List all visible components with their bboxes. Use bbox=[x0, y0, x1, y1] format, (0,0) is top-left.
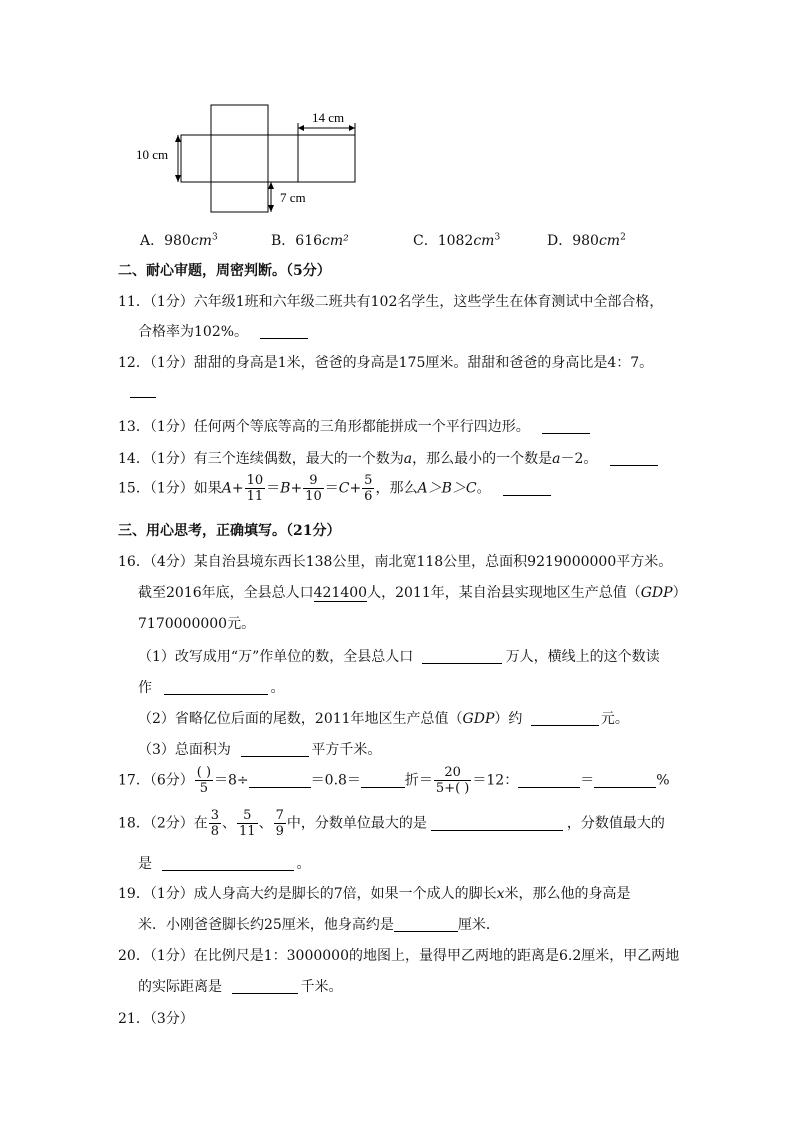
q19-line2: 米．小刚爸爸脚长约25厘米，他身高约是 厘米． bbox=[138, 917, 500, 933]
q15-answer-blank[interactable] bbox=[503, 481, 551, 496]
q17-blank-1[interactable] bbox=[249, 773, 311, 788]
section-3-title: 三、用心思考，正确填写。（21分） bbox=[118, 523, 341, 539]
option-c[interactable]: C．$1082cm^3$ bbox=[413, 232, 501, 249]
net-top-face bbox=[211, 105, 268, 135]
q12-line1: 12．（1分）甜甜的身高是1米，爸爸的身高是175厘米。甜甜和爸爸的身高比是4：7。 bbox=[118, 355, 654, 371]
q15-fraction-1: $\frac{10}{11}$ bbox=[246, 473, 264, 504]
q18-fraction-1: $\frac{3}{8}$ bbox=[210, 808, 220, 839]
q15-fraction-2: $\frac{9}{10}$ bbox=[305, 473, 322, 504]
option-b[interactable]: B．616cm² bbox=[271, 233, 349, 249]
q21-line: 21．（3分） bbox=[118, 1011, 194, 1027]
q16-sub2-line: （2）省略亿位后面的尾数，2011年地区生产总值（GDP）约 元。 bbox=[138, 711, 629, 727]
q12-answer-row bbox=[130, 383, 156, 399]
option-a[interactable]: A．$980cm^3$ bbox=[140, 232, 218, 249]
label-10cm: 10 cm bbox=[136, 147, 169, 162]
q18-fraction-3: $\frac{7}{9}$ bbox=[275, 808, 284, 839]
q13-answer-blank[interactable] bbox=[542, 419, 590, 434]
q16-line1: 16．（4分）某自治县境东西长138公里，南北宽118公里，总面积9219000000平方米。 bbox=[118, 554, 673, 570]
q16-sub1-line2: 作 。 bbox=[138, 680, 285, 696]
label-7cm: 7 cm bbox=[280, 190, 306, 205]
q11-answer-blank[interactable] bbox=[260, 324, 308, 339]
q20-line2: 的实际距离是 千米。 bbox=[138, 979, 343, 995]
q11-line2: 合格率为102%。 bbox=[138, 321, 308, 341]
q16-sub2-blank[interactable] bbox=[531, 711, 599, 726]
q12-answer-blank[interactable] bbox=[130, 383, 156, 398]
q18-fraction-2: $\frac{5}{11}$ bbox=[239, 808, 256, 839]
box-net-figure bbox=[130, 95, 390, 220]
net-left-face bbox=[181, 135, 211, 182]
q18-line2: 是 。 bbox=[138, 856, 311, 872]
q17-blank-2[interactable] bbox=[361, 773, 405, 788]
q17-fraction-2: $\frac{20}{5+( )}$ bbox=[435, 765, 470, 796]
q17-blank-3[interactable] bbox=[518, 773, 580, 788]
q15-fraction-3: $\frac{5}{6}$ bbox=[364, 473, 373, 504]
q19-blank[interactable] bbox=[394, 917, 458, 932]
q16-sub1-line1: （1）改写成用“万”作单位的数，全县总人口 万人，横线上的这个数读 bbox=[138, 649, 660, 665]
q11-line1: 11．（1分）六年级1班和六年级二班共有102名学生，这些学生在体育测试中全部合格， bbox=[118, 294, 664, 310]
net-bottom-face bbox=[211, 182, 268, 212]
label-14cm: 14 cm bbox=[312, 110, 345, 125]
q16-line3: 7170000000元。 bbox=[138, 616, 256, 632]
net-back-face bbox=[298, 135, 355, 182]
q14-answer-blank[interactable] bbox=[610, 451, 658, 466]
q16-sub3-line: （3）总面积为 平方千米。 bbox=[138, 742, 382, 758]
q18-blank-2[interactable] bbox=[162, 856, 294, 871]
section-2-title: 二、耐心审题，周密判断。（5分） bbox=[118, 263, 331, 279]
option-d[interactable]: D．$980cm^2$ bbox=[547, 232, 626, 249]
q20-line1: 20．（1分）在比例尺是1：3000000的地图上，量得甲乙两地的距离是6.2厘米，甲乙两地 bbox=[118, 948, 680, 964]
q16-sub1-blank-2[interactable] bbox=[164, 680, 268, 695]
q16-sub3-blank[interactable] bbox=[241, 742, 309, 757]
net-front-face bbox=[211, 135, 268, 182]
q16-sub1-blank-1[interactable] bbox=[422, 649, 502, 664]
q17-line: 17．（6分） $\frac{( )}{5}$ ＝8÷ ＝0.8＝ 折＝ $\frac{20}{5+( )}$ ＝12： ＝ % bbox=[118, 765, 670, 796]
q14-line: 14．（1分）有三个连续偶数，最大的一个数为a，那么最小的一个数是a－2。 bbox=[118, 448, 658, 468]
q13-line: 13．（1分）任何两个等底等高的三角形都能拼成一个平行四边形。 bbox=[118, 416, 590, 436]
q16-line2: 截至2016年底，全县总人口421400人，2011年，某自治县实现地区生产总值（GDP） bbox=[138, 585, 687, 601]
q18-blank-1[interactable] bbox=[431, 816, 563, 831]
q20-blank[interactable] bbox=[232, 979, 298, 994]
q19-line1: 19．（1分）成人身高大约是脚长的7倍，如果一个成人的脚长x米，那么他的身高是 bbox=[118, 886, 631, 902]
q17-fraction-1: $\frac{( )}{5}$ bbox=[196, 765, 212, 796]
q17-blank-4[interactable] bbox=[594, 773, 656, 788]
net-right-face bbox=[268, 135, 298, 182]
q18-line1: 18．（2分）在 $\frac{3}{8}$ 、 $\frac{5}{11}$ 、 $\frac{7}{9}$ 中，分数单位最大的是 ，分数值最大的 bbox=[118, 808, 665, 839]
q15-line: 15．（1分）如果A+ $\frac{10}{11}$ ＝B+ $\frac{9}{10}$ ＝C+ $\frac{5}{6}$ ，那么A＞B＞C。 bbox=[118, 473, 551, 504]
